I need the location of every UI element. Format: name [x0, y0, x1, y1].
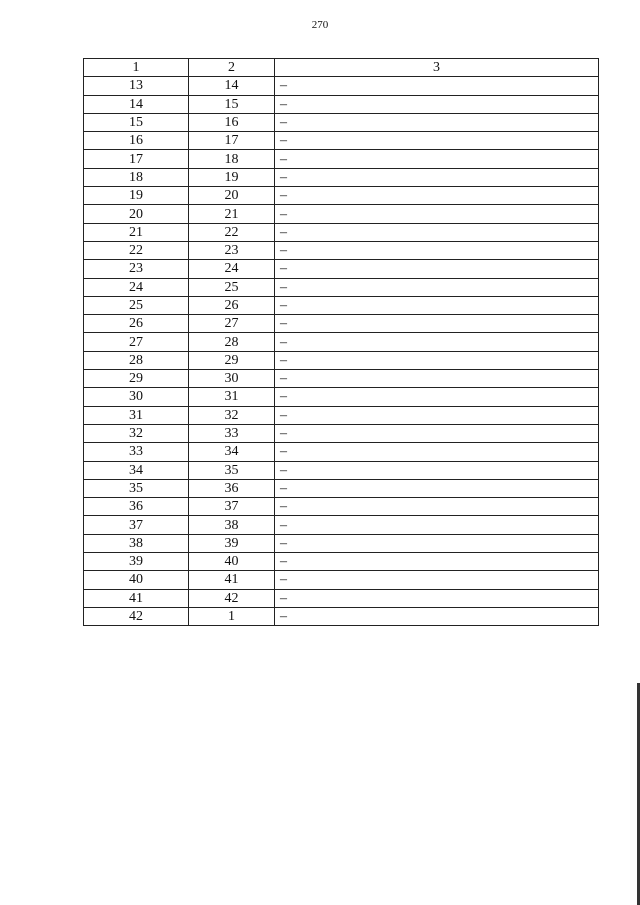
table-cell-col3: – [275, 516, 599, 534]
table-cell-col2: 21 [189, 205, 275, 223]
table-row [84, 424, 599, 442]
table-cell-col2: 42 [189, 589, 275, 607]
table-cell-col2: 25 [189, 278, 275, 296]
table-cell-col2: 17 [189, 132, 275, 150]
table-row [84, 315, 599, 333]
table-row [84, 278, 599, 296]
table-cell-col2: 32 [189, 406, 275, 424]
table-cell-col3: – [275, 498, 599, 516]
table-row [84, 77, 599, 95]
table-cell-col2: 35 [189, 461, 275, 479]
column-header-3: 3 [275, 59, 599, 77]
table-cell-col3: – [275, 132, 599, 150]
table-row [84, 607, 599, 625]
table-cell-col2: 33 [189, 424, 275, 442]
table-cell-col3: – [275, 553, 599, 571]
table-cell-col3: – [275, 479, 599, 497]
table-cell-col1: 24 [84, 278, 189, 296]
table-cell-col2: 38 [189, 516, 275, 534]
table-cell-col2: 29 [189, 351, 275, 369]
table-cell-col2: 41 [189, 571, 275, 589]
table-cell-col1: 15 [84, 113, 189, 131]
table-row [84, 498, 599, 516]
table-cell-col1: 25 [84, 296, 189, 314]
table-row [84, 241, 599, 259]
table-cell-col1: 19 [84, 187, 189, 205]
table-cell-col1: 42 [84, 607, 189, 625]
table-cell-col2: 34 [189, 443, 275, 461]
data-table [83, 58, 599, 626]
table-row [84, 260, 599, 278]
table-cell-col3: – [275, 461, 599, 479]
table-row [84, 150, 599, 168]
table-cell-col1: 27 [84, 333, 189, 351]
table-cell-col3: – [275, 534, 599, 552]
table-cell-col3: – [275, 406, 599, 424]
table-cell-col3: – [275, 205, 599, 223]
table-cell-col3: – [275, 315, 599, 333]
table-cell-col3: – [275, 351, 599, 369]
table-row [84, 223, 599, 241]
table-cell-col1: 38 [84, 534, 189, 552]
table-cell-col1: 23 [84, 260, 189, 278]
table-cell-col3: – [275, 607, 599, 625]
table-row [84, 571, 599, 589]
table-cell-col3: – [275, 278, 599, 296]
table-cell-col1: 36 [84, 498, 189, 516]
table-cell-col3: – [275, 443, 599, 461]
table-cell-col3: – [275, 370, 599, 388]
table-cell-col2: 14 [189, 77, 275, 95]
table-cell-col1: 14 [84, 95, 189, 113]
table-row [84, 113, 599, 131]
table-cell-col1: 39 [84, 553, 189, 571]
table-cell-col2: 36 [189, 479, 275, 497]
table-cell-col3: – [275, 296, 599, 314]
table-cell-col2: 24 [189, 260, 275, 278]
table-cell-col2: 20 [189, 187, 275, 205]
table-cell-col1: 32 [84, 424, 189, 442]
table-row [84, 351, 599, 369]
table-cell-col3: – [275, 150, 599, 168]
table-cell-col3: – [275, 95, 599, 113]
table-cell-col2: 28 [189, 333, 275, 351]
table-row [84, 187, 599, 205]
table-row [84, 296, 599, 314]
table-cell-col2: 1 [189, 607, 275, 625]
table-row [84, 370, 599, 388]
table-cell-col2: 40 [189, 553, 275, 571]
table-cell-col3: – [275, 333, 599, 351]
table-row [84, 443, 599, 461]
table-cell-col2: 30 [189, 370, 275, 388]
table-cell-col3: – [275, 168, 599, 186]
table-cell-col2: 27 [189, 315, 275, 333]
table-row [84, 132, 599, 150]
table-cell-col2: 15 [189, 95, 275, 113]
column-header-2: 2 [189, 59, 275, 77]
header-row [84, 59, 599, 77]
table-row [84, 479, 599, 497]
table-cell-col1: 37 [84, 516, 189, 534]
table-cell-col2: 39 [189, 534, 275, 552]
table-cell-col3: – [275, 223, 599, 241]
table-cell-col3: – [275, 388, 599, 406]
table-cell-col3: – [275, 113, 599, 131]
column-header-1: 1 [84, 59, 189, 77]
table-row [84, 205, 599, 223]
table-row [84, 95, 599, 113]
table-row [84, 461, 599, 479]
table-cell-col1: 13 [84, 77, 189, 95]
table-cell-col2: 31 [189, 388, 275, 406]
table-cell-col1: 17 [84, 150, 189, 168]
table-row [84, 534, 599, 552]
table-row [84, 388, 599, 406]
table-cell-col1: 21 [84, 223, 189, 241]
table-cell-col1: 28 [84, 351, 189, 369]
table-cell-col1: 41 [84, 589, 189, 607]
table-cell-col3: – [275, 260, 599, 278]
table-cell-col2: 16 [189, 113, 275, 131]
table-cell-col2: 26 [189, 296, 275, 314]
table-cell-col1: 18 [84, 168, 189, 186]
table-cell-col3: – [275, 571, 599, 589]
table-row [84, 168, 599, 186]
table-body [84, 77, 599, 626]
table-cell-col1: 22 [84, 241, 189, 259]
table-row [84, 553, 599, 571]
table-cell-col3: – [275, 241, 599, 259]
table-cell-col3: – [275, 77, 599, 95]
table-cell-col2: 22 [189, 223, 275, 241]
table-cell-col3: – [275, 187, 599, 205]
table-cell-col2: 18 [189, 150, 275, 168]
table-cell-col1: 33 [84, 443, 189, 461]
table-cell-col3: – [275, 424, 599, 442]
table-cell-col1: 40 [84, 571, 189, 589]
table-cell-col1: 34 [84, 461, 189, 479]
table-cell-col1: 30 [84, 388, 189, 406]
table-row [84, 333, 599, 351]
table-row [84, 516, 599, 534]
table-cell-col2: 37 [189, 498, 275, 516]
table-cell-col1: 20 [84, 205, 189, 223]
table-row [84, 406, 599, 424]
table-cell-col2: 19 [189, 168, 275, 186]
table-cell-col1: 16 [84, 132, 189, 150]
table-cell-col3: – [275, 589, 599, 607]
table-cell-col1: 29 [84, 370, 189, 388]
table-cell-col2: 23 [189, 241, 275, 259]
table-cell-col1: 26 [84, 315, 189, 333]
table-cell-col1: 31 [84, 406, 189, 424]
page-number: 270 [311, 19, 329, 31]
table-row [84, 589, 599, 607]
table-cell-col1: 35 [84, 479, 189, 497]
